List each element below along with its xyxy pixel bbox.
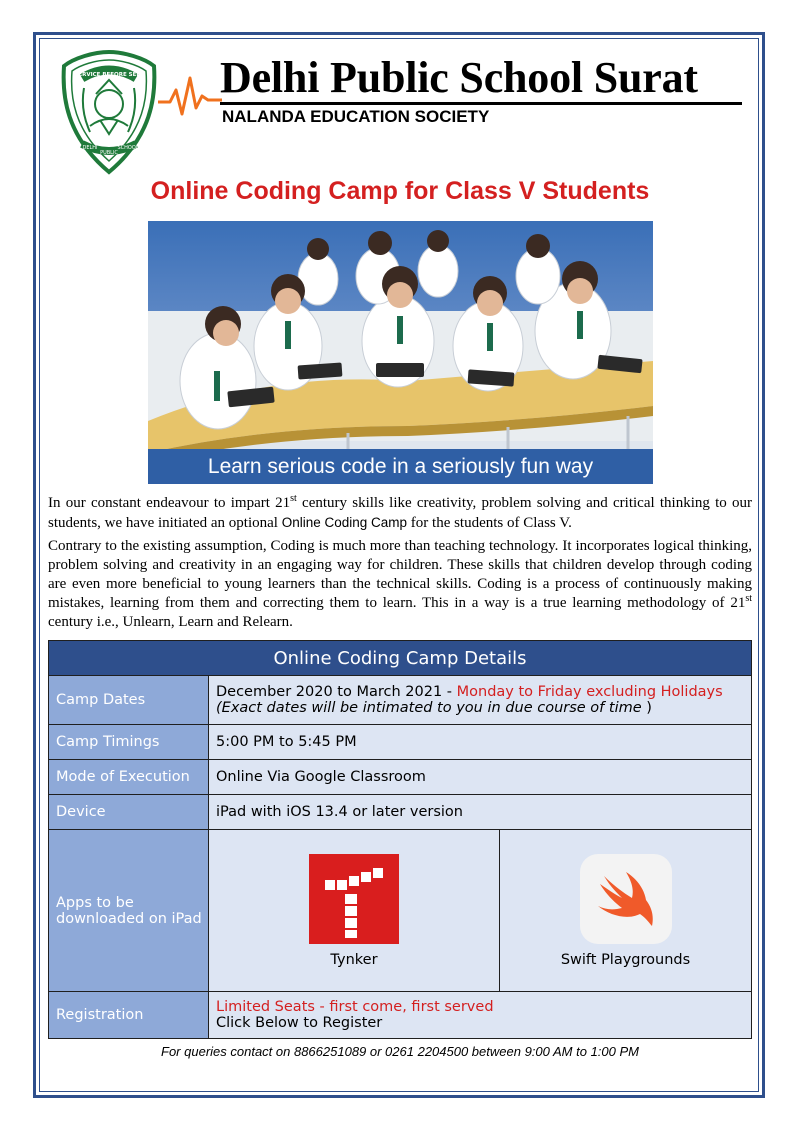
- app-name-swift-playgrounds: Swift Playgrounds: [560, 951, 691, 968]
- device-value: iPad with iOS 13.4 or later version: [209, 795, 752, 830]
- tynker-logo-icon: [309, 854, 399, 944]
- registration-value: [209, 992, 752, 1039]
- app-swift-playgrounds[interactable]: [507, 854, 744, 968]
- school-crest-logo: [60, 48, 158, 176]
- apps-label: Apps to be downloaded on iPad: [49, 830, 209, 992]
- crest-banner-left: DELHI: [82, 145, 98, 151]
- crest-banner-mid: PUBLIC: [100, 150, 118, 156]
- camp-dates-note-end: ): [641, 700, 652, 716]
- mode-of-execution-value: Online Via Google Classroom: [209, 760, 752, 795]
- crest-motto: SERVICE BEFORE SELF: [74, 72, 144, 78]
- camp-dates-label: Camp Dates: [49, 676, 209, 725]
- device-label: Device: [49, 795, 209, 830]
- camp-dates-range: December 2020 to March 2021 -: [216, 684, 457, 700]
- camp-timings-label: Camp Timings: [49, 725, 209, 760]
- intro-p2-text-b: century i.e., Unlearn, Learn and Relearn.: [48, 614, 293, 630]
- intro-p1-highlight: Online Coding Camp: [281, 515, 408, 530]
- society-name: NALANDA EDUCATION SOCIETY: [222, 107, 490, 126]
- contact-footer: For queries contact on 8866251089 or 0261 2204500 between 9:00 AM to 1:00 PM: [161, 1044, 639, 1059]
- camp-dates-note: (Exact dates will be intimated to you in due course of time: [216, 700, 642, 716]
- camp-details-table: [48, 640, 752, 1039]
- intro-paragraph-2: [48, 537, 752, 632]
- mode-of-execution-label: Mode of Execution: [49, 760, 209, 795]
- intro-p2-sup: st: [745, 593, 752, 604]
- swift-logo-icon: [580, 854, 672, 944]
- app-cell-tynker: [209, 830, 500, 992]
- registration-link[interactable]: Click Below to Register: [216, 1015, 383, 1031]
- intro-p1-sup: st: [290, 493, 297, 504]
- app-name-tynker: Tynker: [330, 951, 378, 968]
- classroom-photo: [148, 221, 653, 484]
- intro-p2-text-a: Contrary to the existing assumption, Coding is much more than teaching technology. It incorporates logical thinking, problem solving and creativity in an engaging way for children. These skills that children develop through coding are even more beneficial to young learners than the technical skills. Coding is a process of continuously making mistakes, learning from them and correcting them to learn. This in a way is a true learning methodology of 21: [48, 538, 752, 611]
- registration-label: Registration: [49, 992, 209, 1039]
- intro-p1-text-c: for the students of Class V.: [407, 515, 572, 531]
- camp-dates-value: [209, 676, 752, 725]
- camp-dates-days: Monday to Friday excluding Holidays: [456, 684, 723, 700]
- school-name-underline: [220, 102, 742, 105]
- camp-timings-value: 5:00 PM to 5:45 PM: [209, 725, 752, 760]
- heartbeat-line-icon: [158, 72, 222, 122]
- registration-limited-seats: Limited Seats - first come, first served: [216, 999, 494, 1015]
- intro-paragraph-1: [48, 494, 752, 533]
- details-heading: Online Coding Camp Details: [49, 641, 752, 676]
- camp-dates-line: [216, 684, 744, 700]
- app-tynker[interactable]: [216, 854, 492, 968]
- camp-title: Online Coding Camp for Class V Students: [150, 177, 650, 205]
- app-cell-swift: [500, 830, 752, 992]
- school-name: Delhi Public School Surat: [220, 53, 698, 102]
- photo-caption: Learn serious code in a seriously fun way: [148, 449, 653, 484]
- camp-dates-note-line: [216, 700, 744, 716]
- intro-p1-text-a: In our constant endeavour to impart 21: [48, 495, 291, 511]
- classroom-illustration: [148, 221, 653, 484]
- crest-banner-right: SCHOOL: [117, 145, 139, 151]
- intro-p1-text-b: century skills like creativity, problem solving and critical thinking to our students, we have initiated an optional: [48, 495, 752, 531]
